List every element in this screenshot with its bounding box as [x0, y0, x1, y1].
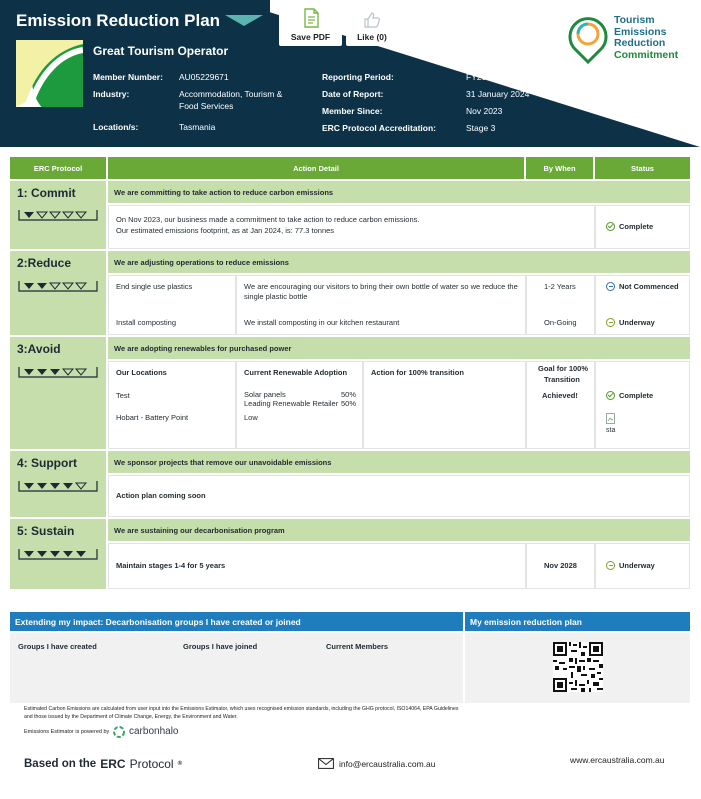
industry-value-line2: Food Services — [179, 101, 234, 111]
avoid-h-adoption: Current Renewable Adoption — [244, 368, 348, 377]
col-header-status: Status — [595, 157, 690, 179]
groups-joined-label: Groups I have joined — [183, 642, 258, 651]
carbonhalo-wordmark: carbonhalo — [129, 726, 179, 737]
col-header-when: By When — [526, 157, 593, 179]
avoid-h-goal-1: Goal for 100% — [538, 364, 589, 373]
envelope-icon — [318, 758, 334, 769]
not-commenced-icon — [606, 282, 615, 291]
support-detail: Action plan coming soon — [116, 491, 206, 500]
save-pdf-label: Save PDF — [290, 32, 331, 42]
brand-line-3: Reduction — [614, 37, 666, 49]
avoid-solar-value: 50% — [341, 390, 357, 399]
avoid-loc1: Test — [116, 391, 130, 400]
title-chevron-icon — [225, 15, 263, 27]
member-number-label: Member Number: — [93, 72, 163, 82]
protocol-text: Protocol — [129, 757, 174, 771]
based-on-text: Based on the — [24, 758, 97, 770]
industry-value-line1: Accommodation, Tourism & — [179, 89, 283, 99]
sustain-when: Nov 2028 — [544, 561, 577, 570]
sustain-band: We are sustaining our decarbonisation program — [108, 519, 690, 541]
underway-icon — [606, 318, 615, 327]
terc-brand-text — [614, 15, 678, 61]
reduce-row2-status-text: Underway — [619, 318, 655, 327]
progress-arrows-2-icon — [18, 280, 98, 292]
footnote-line-1: Estimated Carbon Emissions are calculated from user input into the Emissions Estimator, which uses recognised emission standards, including the GHG protocol, ISO14064, EPA Guidelines — [24, 706, 459, 712]
reduce-band: We are adjusting operations to reduce emissions — [108, 251, 690, 273]
commit-detail-line1: On Nov 2023, our business made a commitment to take action to reduce carbon emissions. — [116, 215, 420, 224]
location-label: Location/s: — [93, 122, 139, 132]
accreditation-label: ERC Protocol Accreditation: — [322, 123, 436, 133]
stage-sustain — [10, 519, 106, 589]
contact-email[interactable] — [318, 758, 436, 769]
progress-arrows-1-icon — [18, 209, 98, 221]
thumbs-up-icon — [363, 11, 381, 29]
reduce-row1-detail-1: We are encouraging our visitors to bring their own bottle of water so we reduce the — [244, 282, 518, 291]
stage-sustain-name: 5: Sustain — [17, 524, 75, 538]
sustain-detail: Maintain stages 1-4 for 5 years — [116, 561, 226, 570]
carbonhalo-icon — [112, 725, 126, 739]
location-value: Tasmania — [179, 122, 216, 132]
like-button[interactable] — [346, 2, 398, 46]
report-header — [0, 0, 701, 147]
avoid-retailer-label: Leading Renewable Retailer — [244, 399, 339, 408]
terc-brand-icon — [564, 12, 612, 64]
save-pdf-button[interactable] — [279, 2, 342, 46]
progress-arrows-5-icon — [18, 548, 98, 560]
based-on-erc — [24, 757, 182, 771]
stage-reduce-name: 2:Reduce — [17, 256, 72, 270]
registered-mark: ® — [177, 761, 183, 767]
complete-icon — [606, 222, 615, 231]
reduce-row1-action: End single use plastics — [116, 282, 193, 291]
reduce-row1-status — [606, 282, 679, 291]
sustain-status-text: Underway — [619, 561, 655, 570]
progress-arrows-3-icon — [18, 366, 98, 378]
member-since-value: Nov 2023 — [466, 106, 503, 116]
reduce-row2-detail: We install composting in our kitchen restaurant — [244, 318, 400, 327]
brand-line-1: Tourism — [614, 14, 655, 26]
reporting-period-label: Reporting Period: — [322, 72, 394, 82]
reduce-row2-action: Install composting — [116, 318, 177, 327]
avoid-status-text: Complete — [619, 391, 654, 400]
reduce-row2-status — [606, 318, 655, 327]
stage-support-name: 4: Support — [17, 456, 77, 470]
operator-name: Great Tourism Operator — [93, 44, 229, 58]
col-header-action: Action Detail — [108, 157, 524, 179]
groups-created-label: Groups I have created — [18, 642, 97, 651]
avoid-retailer-value: 50% — [341, 399, 357, 408]
brand-line-4: Commitment — [614, 48, 679, 61]
member-since-label: Member Since: — [322, 106, 383, 116]
complete-icon — [606, 391, 615, 400]
progress-arrows-4-icon — [18, 480, 98, 492]
reporting-period-value: FY2024 — [466, 72, 496, 82]
stage-avoid — [10, 337, 106, 449]
avoid-h-action: Action for 100% transition — [371, 368, 464, 377]
qr-code-icon[interactable] — [553, 642, 603, 692]
sustain-status — [606, 561, 655, 570]
stage-avoid-name: 3:Avoid — [17, 342, 61, 356]
stage-commit — [10, 181, 106, 249]
website-link[interactable]: www.ercaustralia.com.au — [570, 755, 665, 765]
impact-header: Extending my impact: Decarbonisation groups I have created or joined — [10, 612, 463, 631]
avoid-h-goal-2: Transition — [544, 375, 580, 384]
reduce-row1-detail-2: single plastic bottle — [244, 292, 308, 301]
commit-band: We are committing to take action to reduce carbon emissions — [108, 181, 690, 203]
broken-image-icon — [606, 413, 616, 425]
avoid-low: Low — [244, 413, 258, 422]
accreditation-value: Stage 3 — [466, 123, 496, 133]
commit-detail-line2: Our estimated emissions footprint, as at Jan 2024, is: 77.3 tonnes — [116, 226, 335, 235]
footnote-line-2: and those issued by the Department of Climate Change, Energy, the Environment and Water. — [24, 714, 238, 720]
commit-status-text: Complete — [619, 222, 654, 231]
stage-support — [10, 451, 106, 517]
reduce-row1-status-text: Not Commenced — [619, 282, 679, 291]
date-of-report-label: Date of Report: — [322, 89, 384, 99]
avoid-achieved: Achieved! — [542, 391, 578, 400]
stage-reduce — [10, 251, 106, 335]
avoid-solar-label: Solar panels — [244, 390, 286, 399]
support-band: We sponsor projects that remove our unavoidable emissions — [108, 451, 690, 473]
reduce-row2-when: On-Going — [544, 318, 577, 327]
erc-wordmark: ERC — [100, 757, 126, 771]
save-pdf-icon — [301, 7, 321, 29]
avoid-band: We are adopting renewables for purchased power — [108, 337, 690, 359]
operator-logo-image — [16, 40, 83, 107]
brand-line-2: Emissions — [614, 25, 667, 38]
contact-email-text[interactable]: info@ercaustralia.com.au — [339, 758, 436, 769]
current-members-label: Current Members — [326, 642, 389, 651]
stage-commit-name: 1: Commit — [17, 186, 76, 200]
operator-logo — [16, 40, 83, 107]
page-title: Emission Reduction Plan — [16, 11, 221, 30]
like-label: Like (0) — [357, 32, 387, 42]
underway-icon — [606, 561, 615, 570]
date-of-report-value: 31 January 2024 — [466, 89, 530, 99]
industry-label: Industry: — [93, 89, 130, 99]
col-header-protocol: ERC Protocol — [10, 157, 106, 179]
avoid-image-alt: sta — [606, 427, 616, 434]
member-number-value: AU05229671 — [179, 72, 229, 82]
commit-status — [606, 222, 653, 231]
powered-by: Emissions Estimator is powered by — [24, 729, 110, 735]
avoid-h-locations: Our Locations — [116, 368, 167, 377]
plan-header: My emission reduction plan — [465, 612, 690, 631]
avoid-loc2: Hobart - Battery Point — [116, 413, 189, 422]
reduce-row1-when: 1-2 Years — [544, 282, 576, 291]
avoid-status — [606, 391, 653, 400]
